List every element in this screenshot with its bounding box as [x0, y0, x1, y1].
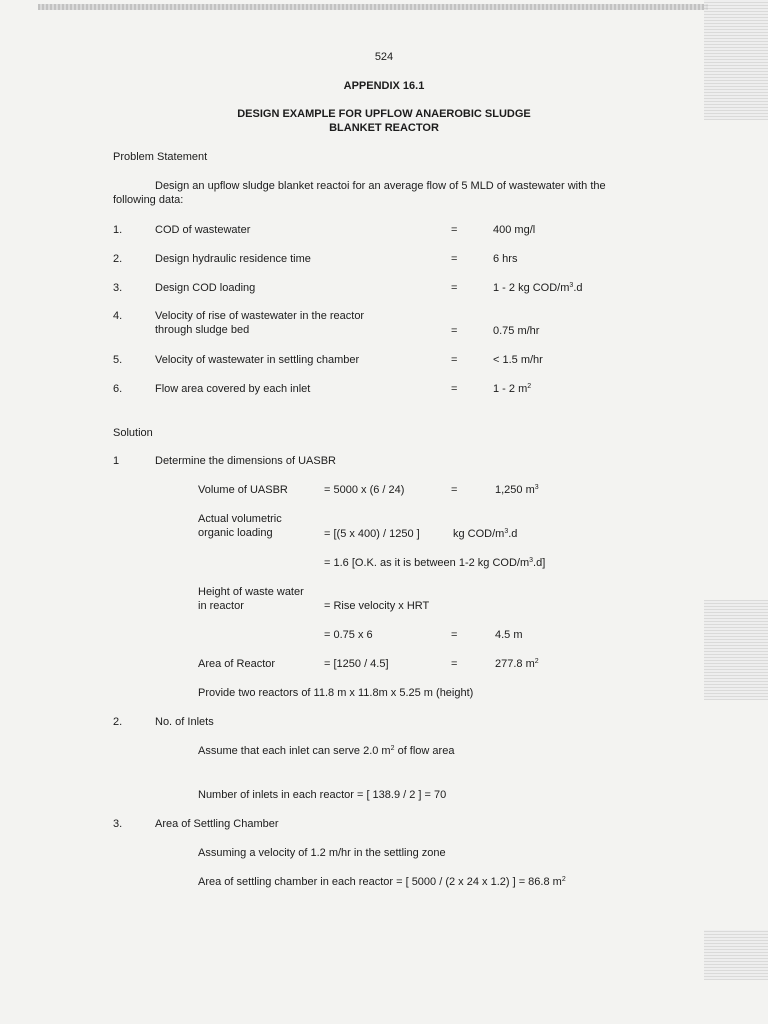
problem-intro: Design an upflow sludge blanket reactoi for an average flow of 5 MLD of wastewater with the — [155, 180, 606, 192]
calc-label-line2: organic loading — [198, 527, 273, 539]
value-suffix: of flow area — [394, 745, 455, 757]
step-number: 2. — [113, 716, 123, 728]
list-item-label: Flow area covered by each inlet — [155, 383, 311, 395]
calc-result — [495, 484, 539, 497]
step-title: Determine the dimensions of UASBR — [155, 455, 336, 467]
equals-sign: = — [451, 658, 458, 670]
list-item-value: 400 mg/l — [493, 224, 536, 236]
equals-sign: = — [451, 629, 458, 641]
scan-edge-top — [38, 4, 708, 10]
list-item-value: 0.75 m/hr — [493, 325, 540, 337]
list-item-label: Velocity of rise of wastewater in the reactor — [155, 310, 365, 322]
value-text: 1 - 2 kg COD/m — [493, 282, 570, 294]
solution-heading: Solution — [113, 427, 153, 439]
calc-statement: Number of inlets in each reactor = [ 138.9 / 2 ] = 70 — [198, 789, 447, 801]
list-item-value: < 1.5 m/hr — [493, 354, 543, 366]
step-title: No. of Inlets — [155, 716, 214, 728]
page-title: DESIGN EXAMPLE FOR UPFLOW ANAEROBIC SLUDGE — [237, 108, 531, 120]
calc-expression: = Rise velocity x HRT — [324, 600, 430, 612]
calc-label: Volume of UASBR — [198, 484, 288, 496]
calc-label-line2: in reactor — [198, 600, 244, 612]
calc-statement — [198, 745, 454, 758]
list-item-label: Design hydraulic residence time — [155, 253, 311, 265]
problem-heading: Problem Statement — [113, 151, 208, 163]
calc-expression: = [(5 x 400) / 1250 ] — [324, 528, 420, 540]
scan-edge-right — [704, 930, 768, 980]
calc-label: Height of waste water — [198, 586, 304, 598]
list-item-number: 6. — [113, 383, 123, 395]
value-text: kg COD/m — [453, 528, 505, 540]
calc-result: 4.5 m — [495, 629, 523, 641]
superscript: 2 — [534, 658, 539, 665]
value-text: Area of settling chamber in each reactor = [ 5000 / (2 x 24 x 1.2) ] = 86.8 m — [198, 876, 562, 888]
calc-result — [495, 658, 539, 671]
equals-sign: = — [451, 224, 458, 236]
list-item-label-line2: through sludge bed — [155, 324, 250, 336]
appendix-label: APPENDIX 16.1 — [343, 80, 425, 92]
list-item-label: Design COD loading — [155, 282, 256, 294]
list-item-value: 6 hrs — [493, 253, 518, 265]
step-number: 3. — [113, 818, 123, 830]
problem-intro-line2: following data: — [113, 194, 184, 206]
list-item-number: 5. — [113, 354, 123, 366]
scan-edge-right — [704, 600, 768, 700]
value-text: = 1.6 [O.K. as it is between 1-2 kg COD/m — [324, 557, 530, 569]
superscript: 3 — [504, 528, 509, 535]
superscript: 3 — [529, 557, 534, 564]
superscript: 2 — [527, 383, 532, 390]
value-text: 277.8 m — [495, 658, 535, 670]
page-number: 524 — [374, 51, 394, 63]
calc-statement: Assuming a velocity of 1.2 m/hr in the settling zone — [198, 847, 446, 859]
list-item-number: 4. — [113, 310, 123, 322]
calc-statement — [198, 876, 566, 889]
superscript: 3 — [534, 484, 539, 491]
superscript: 2 — [561, 876, 566, 883]
equals-sign: = — [451, 282, 458, 294]
step-title: Area of Settling Chamber — [155, 818, 279, 830]
list-item-label: COD of wastewater — [155, 224, 251, 236]
list-item-number: 1. — [113, 224, 123, 236]
calc-label: Actual volumetric — [198, 513, 282, 525]
calc-expression: = 5000 x (6 / 24) — [324, 484, 405, 496]
calc-unit — [453, 528, 517, 541]
value-text: Assume that each inlet can serve 2.0 m — [198, 745, 391, 757]
calc-expression: = [1250 / 4.5] — [324, 658, 389, 670]
equals-sign: = — [451, 354, 458, 366]
value-suffix: .d — [573, 282, 583, 294]
calc-expression: = 0.75 x 6 — [324, 629, 373, 641]
list-item-value — [493, 282, 583, 295]
step-number: 1 — [113, 455, 120, 467]
calc-statement: Provide two reactors of 11.8 m x 11.8m x 5.25 m (height) — [198, 687, 474, 699]
value-text: 1 - 2 m — [493, 383, 528, 395]
value-suffix: .d — [508, 528, 518, 540]
list-item-value — [493, 383, 531, 396]
list-item-number: 2. — [113, 253, 123, 265]
list-item-label: Velocity of wastewater in settling chamber — [155, 354, 360, 366]
equals-sign: = — [451, 253, 458, 265]
equals-sign: = — [451, 325, 458, 337]
list-item-number: 3. — [113, 282, 123, 294]
superscript: 2 — [390, 745, 395, 752]
calc-label: Area of Reactor — [198, 658, 276, 670]
value-suffix: .d] — [533, 557, 546, 569]
page-title-line2: BLANKET REACTOR — [329, 122, 439, 134]
equals-sign: = — [451, 383, 458, 395]
superscript: 3 — [569, 282, 574, 289]
value-text: 1,250 m — [495, 484, 535, 496]
calc-result-check — [324, 557, 545, 570]
equals-sign: = — [451, 484, 458, 496]
